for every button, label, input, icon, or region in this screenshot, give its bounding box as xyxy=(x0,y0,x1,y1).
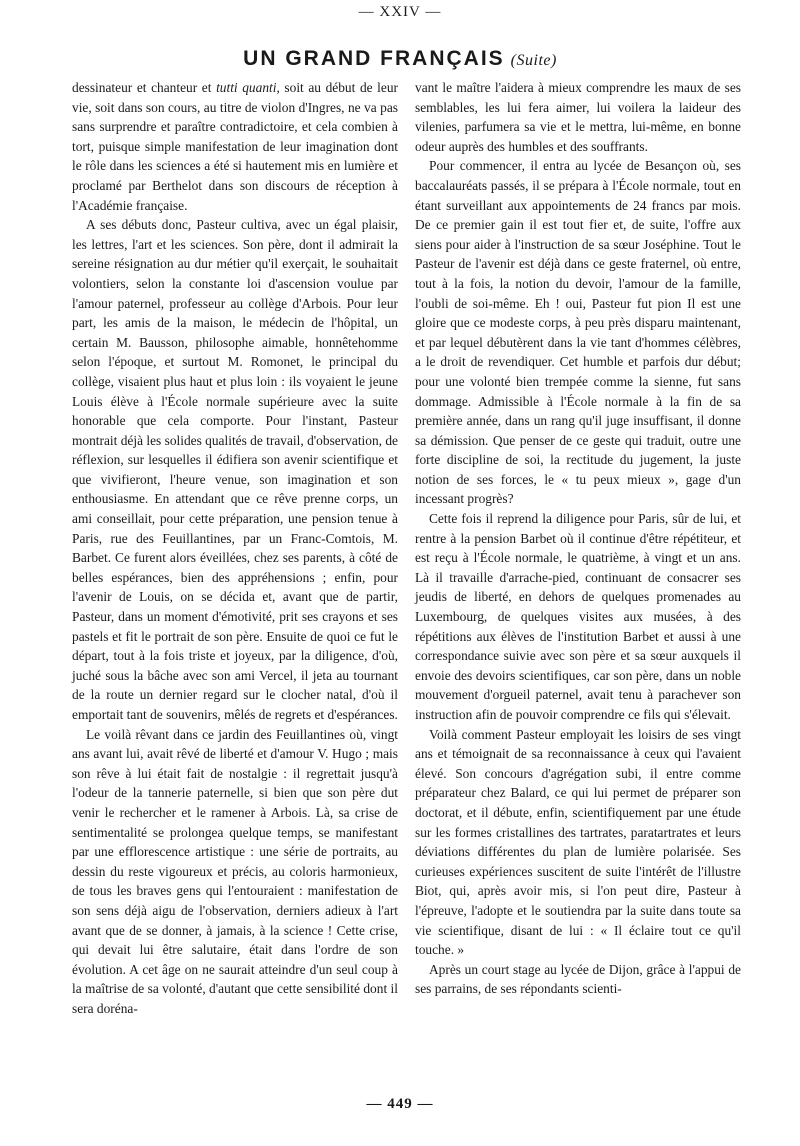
paragraph: vant le maître l'aidera à mieux comprendre les maux de ses semblables, les lui fera aimer, lui voilera la laideur des vilenies, parfumera sa vie et le mettra, lui-même, en bonne odeur auprès des humbles et des souffrants. xyxy=(415,80,741,154)
paragraph: Le voilà rêvant dans ce jardin des Feuillantines où, vingt ans avant lui, avait rêvé de liberté et d'amour V. Hugo ; mais son rêve à lui était fait de nostalgie : il regrettait jusqu'à l'odeur de la tannerie paternelle, si bien que son père dut venir le rechercher et le ramener à Arbois. Là, sa crise de sentimentalité se prolongea quelque temps, se manifestant par une efflorescence artistique : une série de portraits, au dessin du reste vigoureux et précis, au coloris harmonieux, de tous les braves gens qui l'entouraient : manifestation de son sens déjà aigu de l'observation, derniers adieux à l'art avant que de se donner, à jamais, à la science ! Cette crise, qui devait lui être salutaire, était dans l'ordre de son évolution. A cet âge on ne saurait atteindre d'un seul coup à la maîtrise de sa volonté, d'autant que cette sensibilité dont il sera doréna- xyxy=(72,726,398,1016)
paragraph: Voilà comment Pasteur employait les loisirs de ses vingt ans et témoignait de sa reconnaissance à ceux qui l'avaient élevé. Son concours d'agrégation subi, il entre comme préparateur chez Balard, ce qui lui permet de préparer son doctorat, et il débute, enfin, scientifiquement par une étude sur les formes cristallines des tartrates, paratartrates et leurs déviations différentes du plan de lumière polarisée. Ses curieuses expériences suscitent de suite l'intérêt de l'illustre Biot, qui, après avoir mis, si l'on peut dire, Pasteur à l'épreuve, l'adopte et le soutiendra par la suite dans toute sa vie scientifique, disant de lui : « Il éclaire tout ce qu'il touche. » xyxy=(415,726,741,958)
paragraph: Pour commencer, il entra au lycée de Besançon où, ses baccalauréats passés, il se prépara à l'École normale, tout en étant surveillant aux appointements de 24 francs par mois. De ce premier gain il est tout fier et, de suite, l'offre aux siens pour aider à l'instruction de sa sœur Joséphine. Tout le Pasteur de l'avenir est déjà dans ce geste fraternel, où entre, tout à la fois, la notion du devoir, l'amour de la famille, l'oubli de soi-même. Eh ! oui, Pasteur fut pion Il est une gloire que ce modeste corps, à peu près disparu maintenant, et par lequel débutèrent dans la vie tant d'hommes célèbres, a le droit de revendiquer. Cet humble et parfois dur début; pour une volonté bien trempée comme la sienne, fut sans dommage. Admissible à l'École normale à la fin de sa première année, dans un rang qu'il juge insuffisant, il donne sa démission. Que penser de ce geste qui traduit, outre une forte discipline de soi, la rectitude du jugement, la juste notion de ses forces, le « tu peux mieux », gage d'un incessant progrès? xyxy=(415,158,741,507)
roman-page-marker: — XXIV — xyxy=(358,4,442,20)
left-column xyxy=(72,78,398,1019)
paragraph: A ses débuts donc, Pasteur cultiva, avec un égal plaisir, les lettres, l'art et les sciences. Son père, dont il admirait la sereine résignation au dur métier qu'il exerçait, le souhaitait volontiers, selon la constante loi d'ascension voulue par l'amour paternel, professeur au collège d'Arbois. Pour leur part, les amis de la maison, le médecin de l'hôpital, un certain M. Bausson, philosophe aimable, honnêtehomme selon l'époque, et surtout M. Romonet, le principal du collège, visaient plus haut et plus loin : ils voyaient le jeune Louis élève à l'École normale supérieure avec la suite honorable que cela comporte. Pour l'instant, Pasteur montrait déjà les solides qualités de travail, d'observation, de réflexion, sur lesquelles il édifiera son avenir scientifique et que vivifieront, l'heure venue, son imagination et son enthousiasme. En attendant que ce rêve prenne corps, un ami conseillait, pour cette préparation, une pension tenue à Paris, rue des Feuillantines, par un Franc-Comtois, M. Barbet. Ce furent alors éveillées, chez ses parents, à côté de belles espérances, bien des appréhensions ; enfin, pour l'avenir de Louis, on se décida et, avant que de partir, Pasteur, dans un moment d'émotivité, prit ses crayons et ses pastels et fit le portrait de son père. Ensuite de quoi ce fut le départ, tout à la fois triste et joyeux, par la diligence, d'où, juché sous la bâche avec son ami Vercel, il jeta au tournant de la route un dernier regard sur le clocher natal, d'où il emportait tant de souvenirs, mêlés de regrets et d'espérances. xyxy=(72,217,398,722)
paragraph-text: , soit au début de leur vie, soit dans son cours, au titre de violon d'Ingres, ne va pas sans surprendre et paraître contradictoire, et cela combien à tort, puisque simple manifestation de leur imagination dont le rôle dans les sciences a été si hautement mis en lumière et proclamé par Berthelot dans son discours de réception à l'Académie française. xyxy=(72,80,398,213)
right-column xyxy=(415,78,741,999)
article-subtitle: (Suite) xyxy=(510,52,557,69)
paragraph: Après un court stage au lycée de Dijon, grâce à l'appui de ses parrains, de ses répondants scienti- xyxy=(415,961,741,997)
page-number: — 449 — xyxy=(366,1096,434,1112)
article-title-block xyxy=(0,48,800,69)
paragraph xyxy=(72,78,398,215)
paragraph: Cette fois il reprend la diligence pour Paris, sûr de lui, et rentre à la pension Barbet où il continue d'être répétiteur, et est reçu à l'École normale, le quatrième, à vingt et un ans. Là il travaille d'arrache-pied, continuant de consacrer ses jeudis de liberté, en dehors de quelques promenades au Luxembourg, de quelques visites aux musées, à des répétitions aux élèves de l'institution Barbet et aussi à une correspondance suivie avec son père et sa sœur auxquels il envoie des devoirs scientifiques, car son père, dans un noble mouvement d'orgueil paternel, avait tenu à parachever son instruction afin de pouvoir comprendre ce fils qui s'élevait. xyxy=(415,511,741,722)
paragraph-text: dessinateur et chanteur et xyxy=(72,80,217,95)
article-title: UN GRAND FRANÇAIS xyxy=(243,47,505,70)
italic-phrase: tutti quanti xyxy=(216,80,277,95)
